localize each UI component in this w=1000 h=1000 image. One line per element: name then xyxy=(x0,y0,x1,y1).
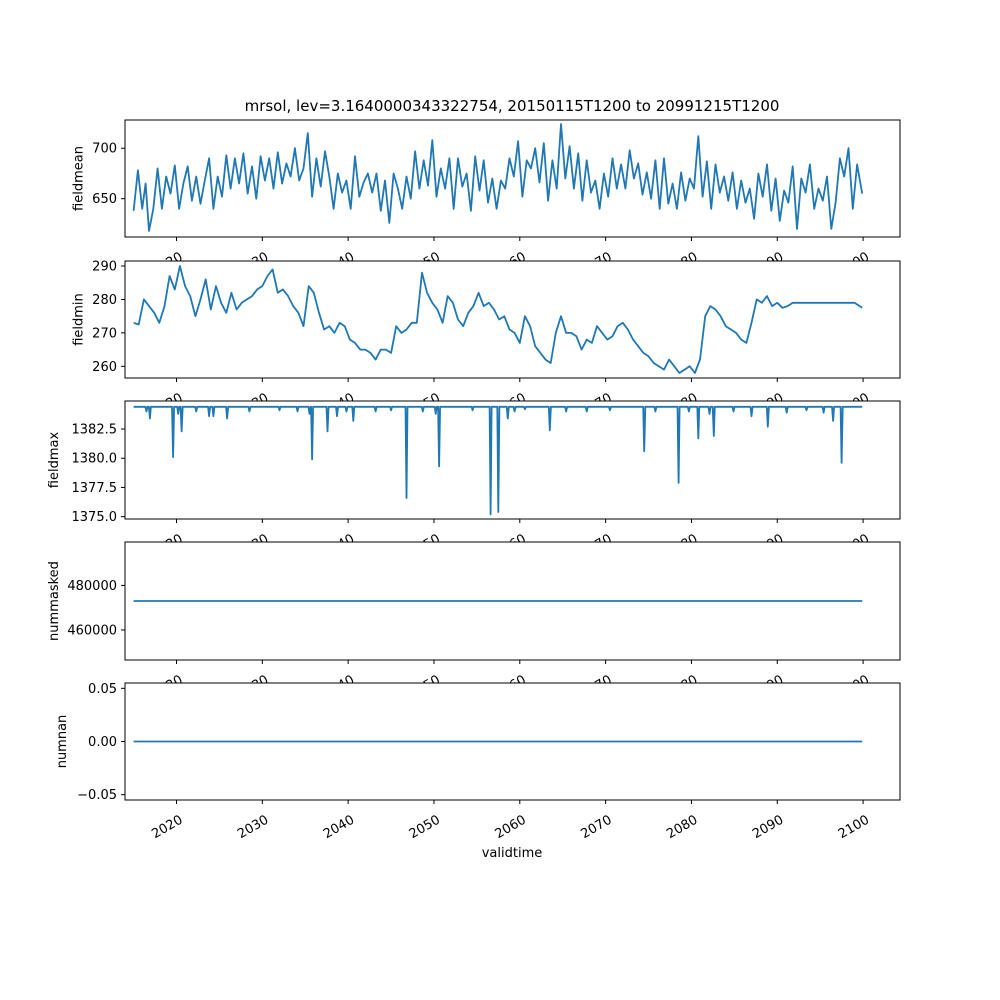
y-axis-label: nummasked xyxy=(46,561,62,641)
panel-fieldmean xyxy=(71,120,900,279)
axes-background xyxy=(125,120,900,237)
y-tick-label: 1380.0 xyxy=(71,451,117,467)
y-axis-label: numnan xyxy=(55,714,70,769)
x-tick-label: 2060 xyxy=(492,812,529,843)
panel-fieldmin xyxy=(71,260,900,421)
x-tick-label: 2040 xyxy=(320,812,358,843)
y-tick-label: 280 xyxy=(92,292,117,308)
panel-fieldmax xyxy=(47,401,900,561)
y-tick-label: 260 xyxy=(92,359,117,375)
y-tick-label: 1375.0 xyxy=(71,510,117,526)
y-tick-label: 0.05 xyxy=(88,681,117,697)
x-tick-label: 2080 xyxy=(664,812,701,843)
x-tick-label: 2030 xyxy=(235,812,272,843)
y-tick-label: 480000 xyxy=(67,578,117,594)
y-tick-label: 0.00 xyxy=(88,735,117,750)
axes-background xyxy=(125,401,900,519)
x-axis-label: validtime xyxy=(481,846,543,861)
y-axis-label: fieldmin xyxy=(71,293,87,346)
x-tick-label: 2050 xyxy=(406,812,443,843)
x-tick-label: 2020 xyxy=(149,812,186,843)
y-tick-label: 460000 xyxy=(67,623,117,639)
y-tick-label: 700 xyxy=(92,141,117,157)
axes-background xyxy=(125,261,900,378)
y-tick-label: 1377.5 xyxy=(71,480,117,496)
y-tick-label: 270 xyxy=(92,326,117,342)
y-axis-label: fieldmean xyxy=(71,146,87,211)
y-tick-label: 290 xyxy=(92,259,117,275)
x-tick-label: 2070 xyxy=(578,812,615,843)
y-axis-label: fieldmax xyxy=(46,431,62,489)
x-tick-label: 2090 xyxy=(750,812,787,843)
panel-nummasked xyxy=(47,542,900,702)
y-tick-label: 650 xyxy=(92,192,117,208)
panel-numnan xyxy=(55,682,900,842)
y-tick-label: −0.05 xyxy=(77,788,117,804)
chart-title: mrsol, lev=3.1640000343322754, 20150115T1200 to 20991215T1200 xyxy=(244,97,780,115)
y-tick-label: 1382.5 xyxy=(71,422,117,438)
x-tick-label: 2100 xyxy=(835,812,873,843)
